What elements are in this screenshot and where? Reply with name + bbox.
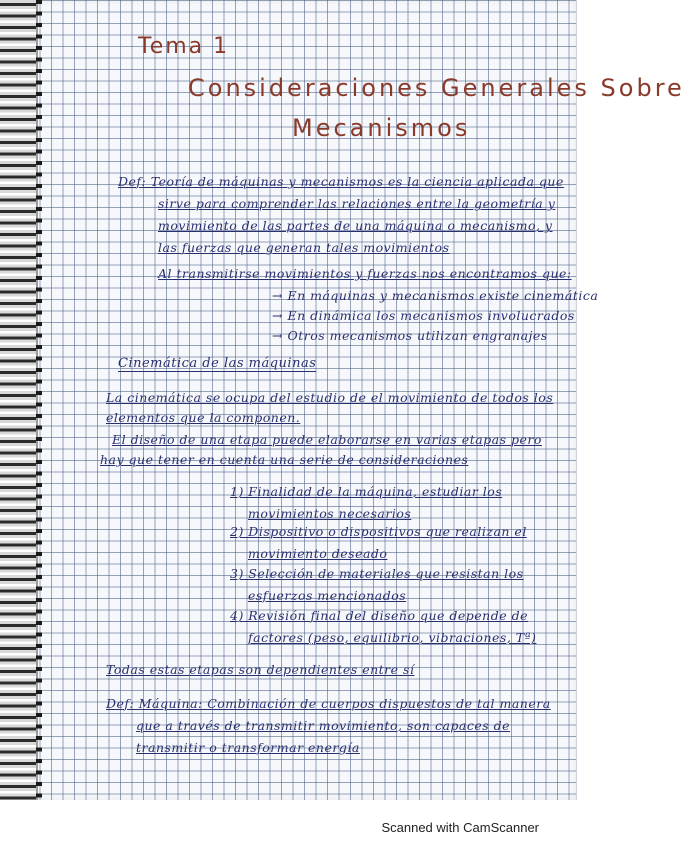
tema-heading: Tema 1 [138,34,230,59]
definition-line-3: transmitir o transformar energía [136,740,360,755]
def-line-5: Al transmitirse movimientos y fuerzas nos encontramos que: [158,266,572,281]
arrow-item-2: → En dinámica los mecanismos involucrados [272,308,575,323]
def-line-4: las fuerzas que generan tales movimientos [158,240,450,255]
numbered-item-1b: movimientos necesarios [248,506,412,521]
title-line-1: Consideraciones Generales Sobre [188,74,685,102]
closing-line: Todas estas etapas son dependientes entre sí [106,662,415,677]
def-line-1: Def: Teoría de máquinas y mecanismos es la ciencia aplicada que [118,174,564,189]
camscanner-watermark: Scanned with CamScanner [381,820,539,835]
definition-line-2: que a través de transmitir movimiento, son capaces de [136,718,511,733]
numbered-item-2b: movimiento deseado [248,546,388,561]
section-heading: Cinemática de las máquinas [118,356,317,371]
arrow-item-1: → En máquinas y mecanismos existe cinemática [272,288,599,303]
section-line-3: El diseño de una etapa puede elaborarse en varias etapas pero [112,432,542,447]
numbered-item-1a: 1) Finalidad de la máquina, estudiar los [230,484,503,499]
definition-line-1: Def: Máquina: Combinación de cuerpos dispuestos de tal manera [106,696,551,711]
section-line-4: hay que tener en cuenta una serie de consideraciones [100,452,469,467]
numbered-item-3b: esfuerzos mencionados [248,588,407,603]
def-line-3: movimiento de las partes de una máquina o mecanismo, y [158,218,553,233]
numbered-item-4a: 4) Revisión final del diseño que depende de [230,608,529,623]
numbered-item-3a: 3) Selección de materiales que resistan los [230,566,524,581]
section-line-1: La cinemática se ocupa del estudio de el movimiento de todos los [106,390,554,405]
def-line-2: sirve para comprender las relaciones entre la geometría y [158,196,556,211]
numbered-item-2a: 2) Dispositivo o dispositivos que realizan el [230,524,527,539]
arrow-item-3: → Otros mecanismos utilizan engranajes [272,328,548,343]
title-line-2: Mecanismos [292,114,471,142]
section-line-2: elementos que la componen. [106,410,301,425]
spiral-binding [0,0,38,800]
numbered-item-4b: factores (peso, equilibrio, vibraciones, Tª) [248,630,537,645]
